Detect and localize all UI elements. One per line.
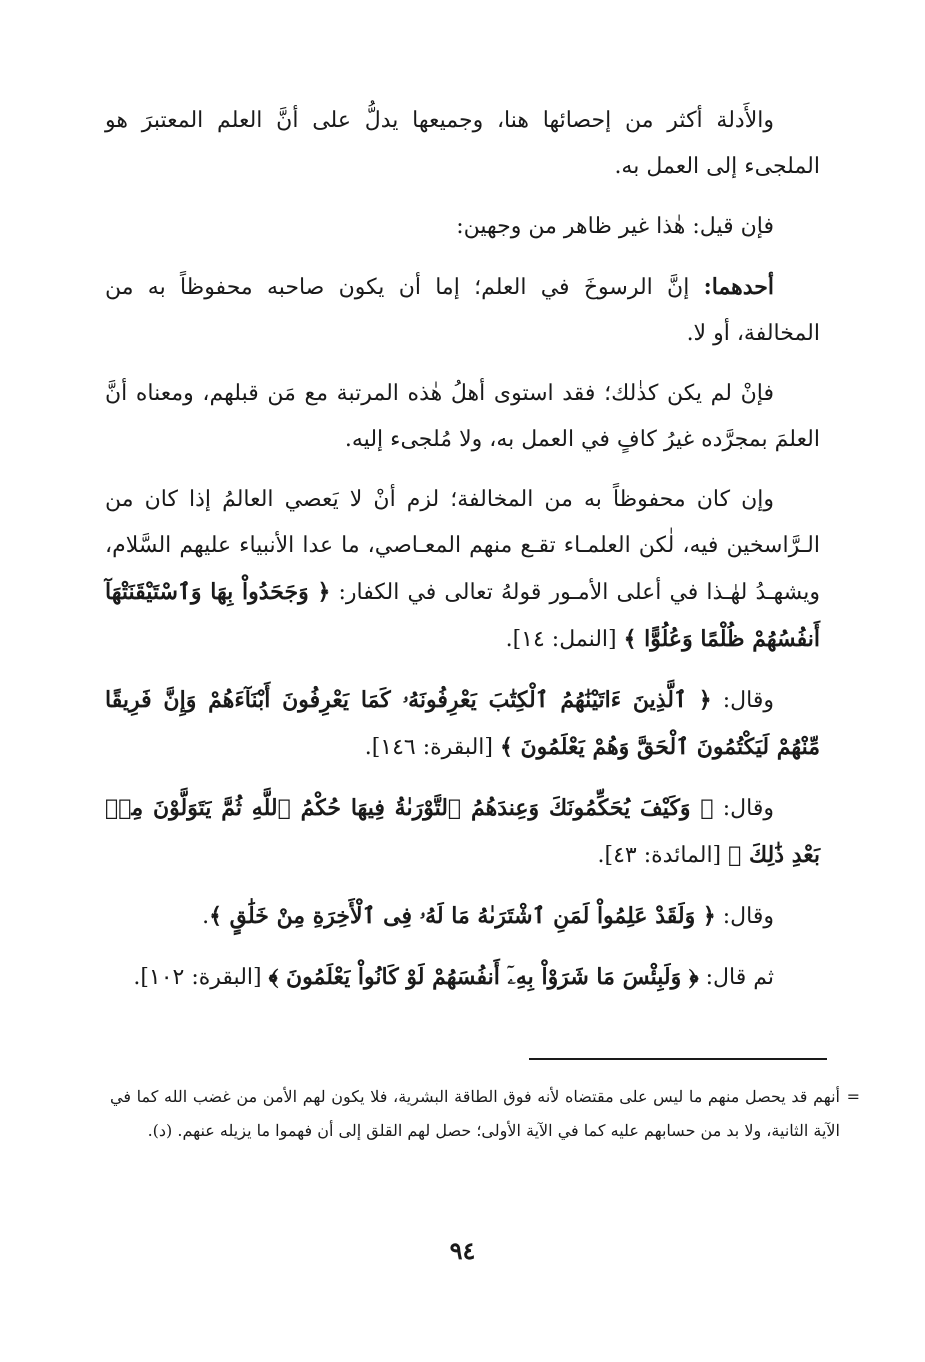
quran-verse: ﴿ وَكَيْفَ يُحَكِّمُونَكَ وَعِندَهُمُ ٱلتَّوْرَىٰةُ فِيهَا حُكْمُ ٱللَّهِ ثُمَّ يَتَوَلَّوْنَ مِنۢ بَعْدِ ذَٰلِكَ ﴾ bbox=[105, 795, 820, 868]
verse-reference: [البقرة: ١٤٦]. bbox=[364, 735, 500, 760]
page-number: ٩٤ bbox=[449, 1236, 476, 1265]
paragraph-quote-baqarah-102b bbox=[105, 954, 820, 1001]
paragraph-text: وإن كان محفوظاً به من المخالفة؛ لزم أنْ لا يَعصي العالمُ إذا كان من الـرَّاسخين فيه، لٰكن العلمـاء تقـع منهم المعـاصي، ما عدا الأنبياء عليهم السَّلام، ويشهـدُ لهٰـذا في أعلى الأمـور قولهُ تعالى في الكفار: bbox=[105, 487, 820, 605]
quran-verse: ﴿ وَلَبِئْسَ مَا شَرَوْاْ بِهِۦٓ أَنفُسَهُمْ لَوْ كَانُواْ يَعْلَمُونَ ﴾ bbox=[268, 964, 699, 990]
verse-reference: [المائدة: ٤٣]. bbox=[597, 843, 729, 868]
footnote-text: أنهم قد يحصل منهم ما ليس على مقتضاه لأنه فوق الطاقة البشرية، فلا يكون لهم الأمن من غضب الله كما في الآية الثانية، ولا بد من حسابهم عليه كما في الآية الأولى؛ حصل لهم القلق إلى أن فهموا ما يزيله عنهم. (د). bbox=[110, 1087, 840, 1140]
verse-reference: [النمل: ١٤]. bbox=[505, 627, 624, 652]
paragraph-text: إنَّ الرسوخَ في العلم؛ إما أن يكون صاحبه محفوظاً به من المخالفة، أو لا. bbox=[105, 275, 820, 346]
quran-verse: ﴿ وَلَقَدْ عَلِمُواْ لَمَنِ ٱشْتَرَىٰهُ مَا لَهُۥ فِى ٱلْأَخِرَةِ مِنْ خَلَٰقٍ ﴾ bbox=[209, 903, 716, 929]
footnote-continuation-marker: = bbox=[846, 1087, 860, 1106]
paragraph-text: فإن قيل: هٰذا غير ظاهر من وجهين: bbox=[456, 214, 774, 239]
paragraph-if-protected bbox=[105, 477, 820, 663]
main-text bbox=[105, 98, 820, 1015]
verse-reference: . bbox=[202, 904, 210, 929]
paragraph-quote-maidah-43 bbox=[105, 785, 820, 879]
quran-verse: ﴿ ٱلَّذِينَ ءَاتَيْنَٰهُمُ ٱلْكِتَٰبَ يَعْرِفُونَهُۥ كَمَا يَعْرِفُونَ أَبْنَآءَهُمْ وَإِنَّ فَرِيقًا مِّنْهُمْ لَيَكْتُمُونَ ٱلْحَقَّ وَهُمْ يَعْلَمُونَ ﴾ bbox=[105, 687, 820, 760]
paragraph-text: والأَدلة أكثر من إحصائها هنا، وجميعها يدلُّ على أنَّ العلم المعتبرَ هو الملجىء إلى العمل به. bbox=[105, 108, 820, 179]
paragraph-quote-baqarah-102a bbox=[105, 893, 820, 940]
paragraph-text: وقال: bbox=[713, 796, 775, 821]
paragraph-text: فإنْ لم يكن كذٰلك؛ فقد استوى أهلُ هٰذه المرتبة مع مَن قبلهم، ومعناه أنَّ العلمَ بمجرَّده غيرُ كافٍ في العمل به، ولا مُلجىء إليه. bbox=[105, 381, 820, 452]
paragraph-first-aspect bbox=[105, 264, 820, 357]
paragraph-text: وقال: bbox=[715, 904, 774, 929]
paragraph-objection bbox=[105, 204, 820, 250]
quran-verse: ﴿ وَجَحَدُواْ بِهَا وَٱسْتَيْقَنَتْهَآ أَنفُسُهُمْ ظُلْمًا وَعُلُوًّا ﴾ bbox=[105, 579, 820, 652]
paragraph-text: وقال: bbox=[711, 688, 774, 713]
footnote-divider bbox=[529, 1058, 827, 1060]
footnote bbox=[110, 1080, 860, 1148]
paragraph-text: ثم قال: bbox=[698, 965, 774, 990]
paragraph-if-not bbox=[105, 371, 820, 463]
verse-reference: [البقرة: ١٠٢]. bbox=[133, 965, 269, 990]
paragraph-evidence bbox=[105, 98, 820, 190]
paragraph-lead: أحدهما: bbox=[703, 274, 774, 300]
paragraph-quote-baqarah-146 bbox=[105, 677, 820, 771]
